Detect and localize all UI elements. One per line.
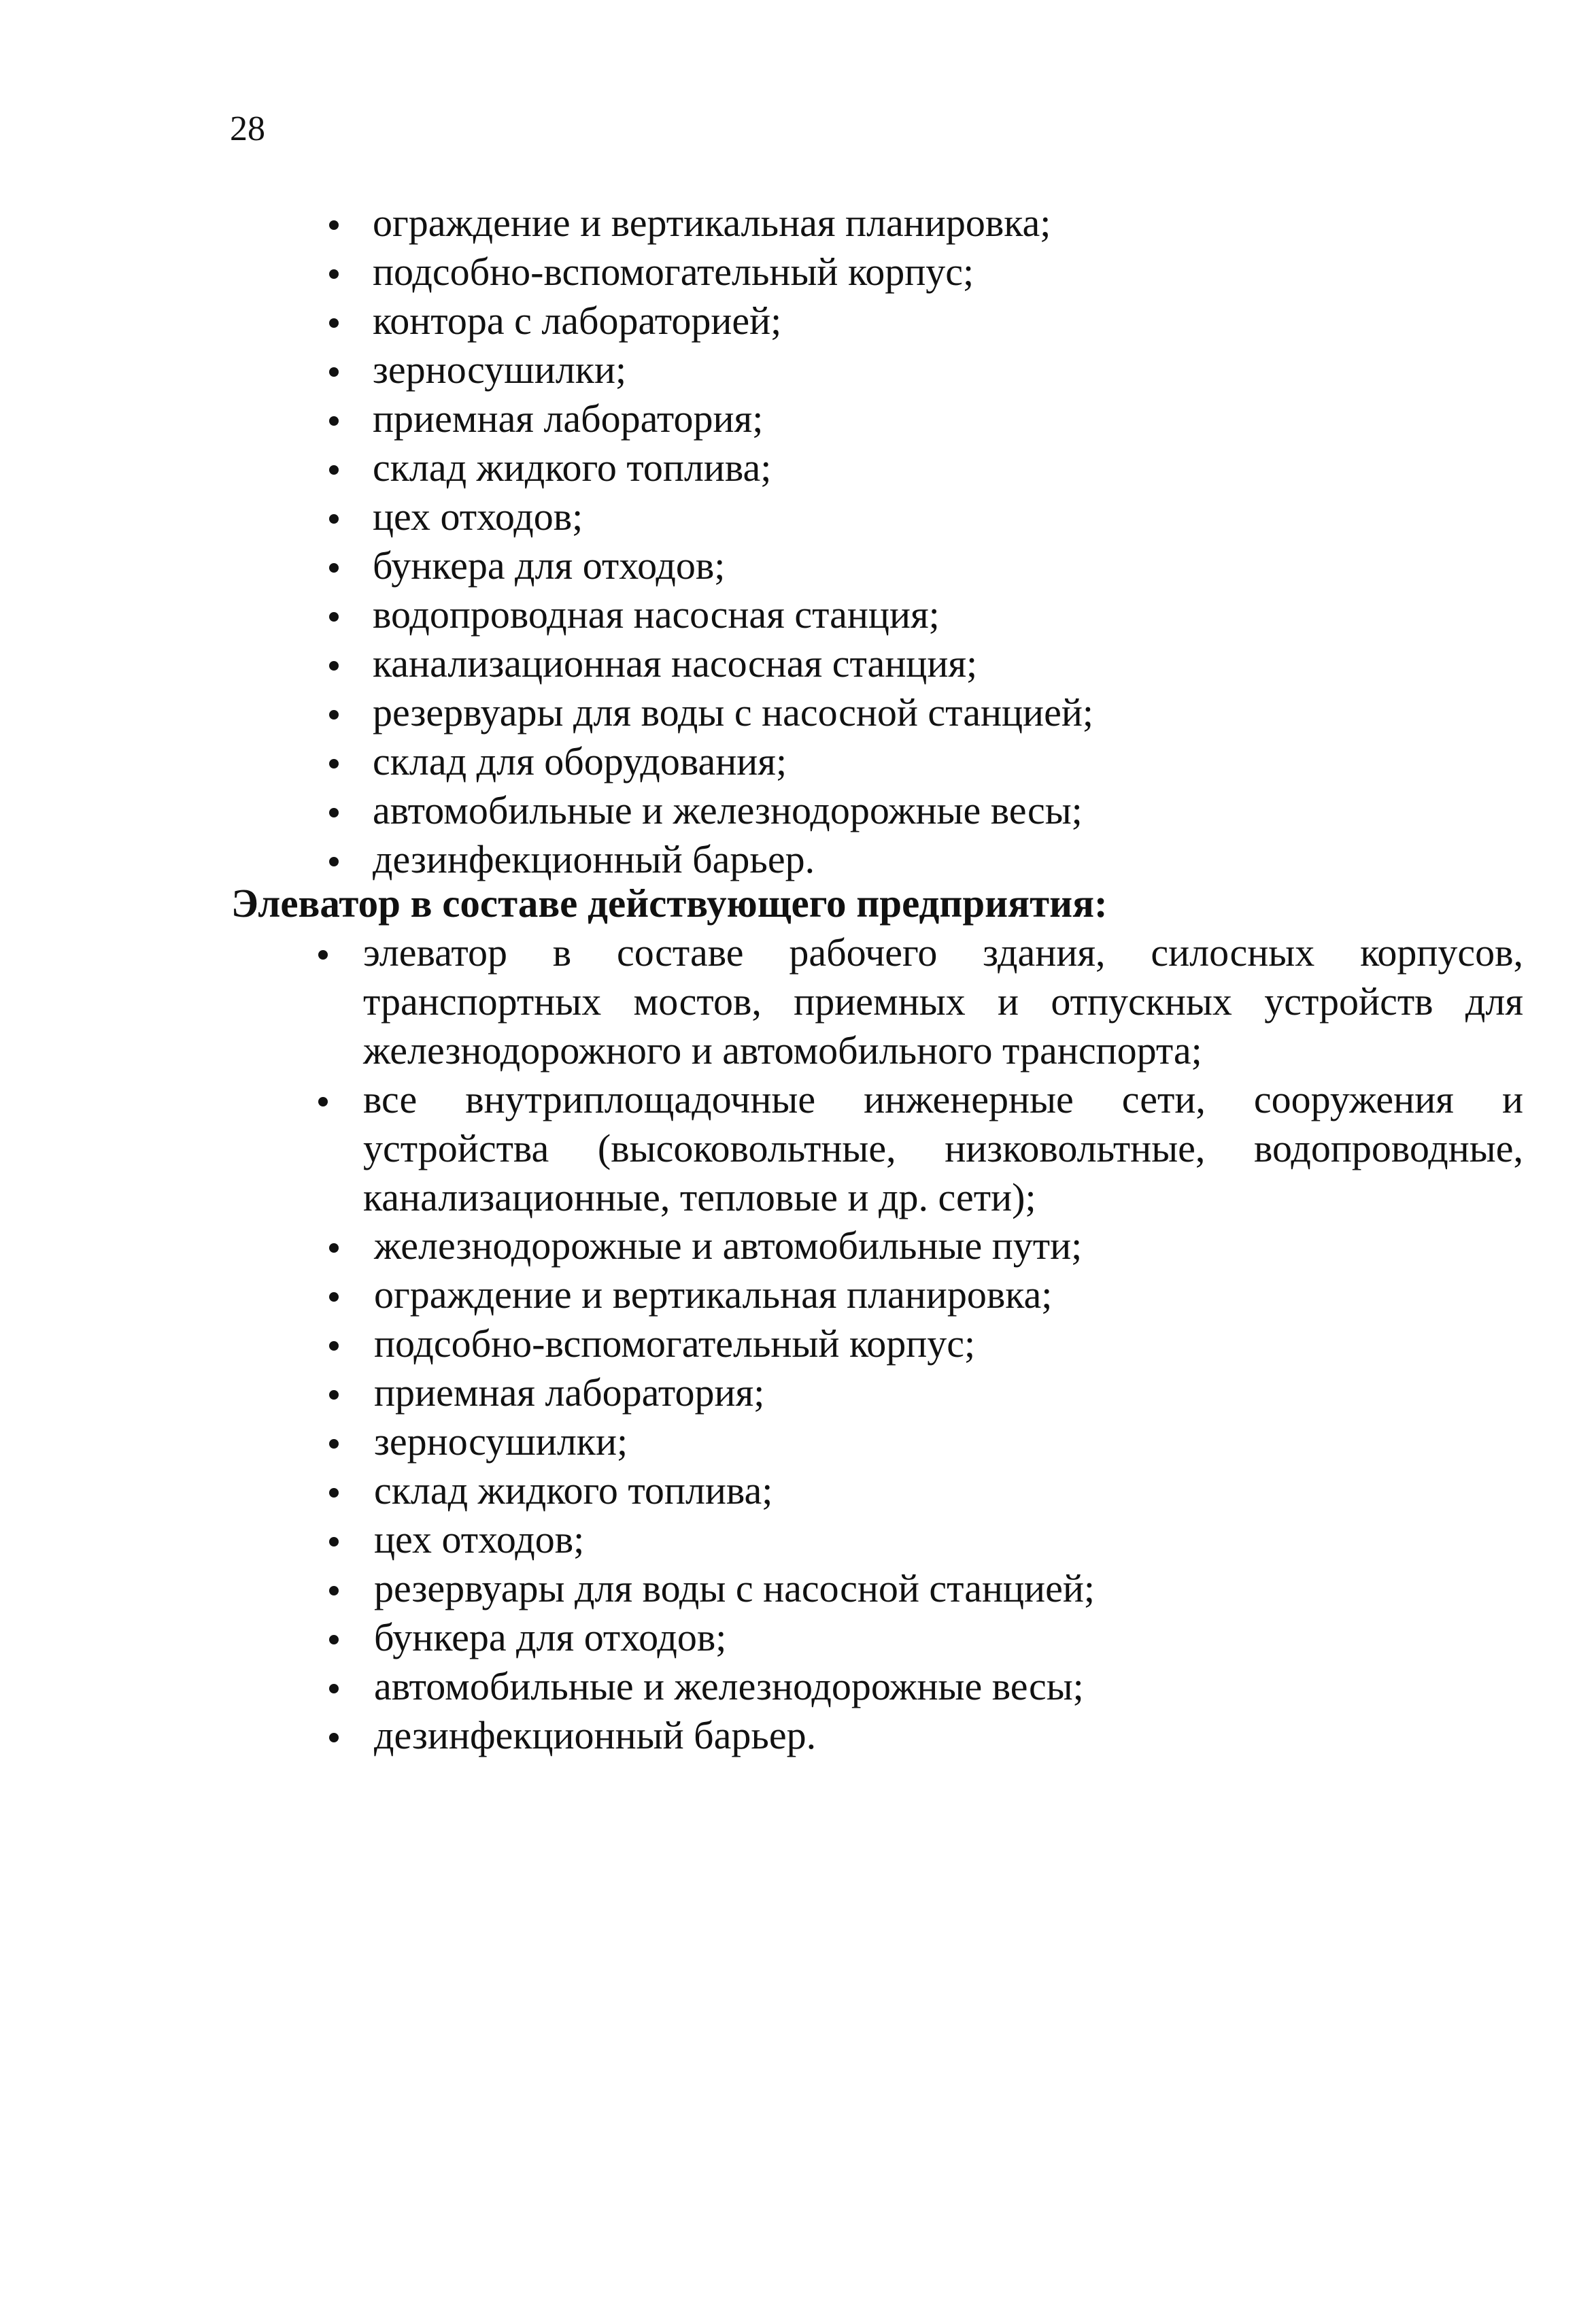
bullet-icon	[318, 1097, 328, 1106]
list-item	[325, 835, 1481, 884]
list-item-text: цех отходов;	[374, 1517, 585, 1561]
list-item-text: автомобильные и железнодорожные весы;	[373, 788, 1083, 832]
list-item	[325, 1319, 1481, 1368]
bullet-icon	[329, 1341, 339, 1351]
list-item-text: подсобно-вспомогательный корпус;	[373, 250, 974, 294]
bullet-icon	[329, 514, 339, 524]
list-item	[325, 1417, 1481, 1466]
section-heading: Элеватор в составе действующего предприятия:	[231, 881, 1108, 926]
list-item	[325, 248, 1481, 297]
list-item-text: цех отходов;	[373, 494, 583, 539]
list-item-text: резервуары для воды с насосной станцией;	[373, 690, 1093, 734]
list-item	[325, 1221, 1481, 1270]
list-item-text: все внутриплощадочные инженерные сети, сооружения и устройства (высоковольтные, низковольтные, водопроводные, канализационные, тепловые и др. сети);	[363, 1077, 1523, 1219]
list-item	[325, 1466, 1481, 1515]
list-item-text: зерносушилки;	[373, 348, 627, 392]
bullet-icon	[329, 563, 339, 573]
list-item-text: дезинфекционный барьер.	[373, 837, 815, 881]
bullet-icon	[329, 1243, 339, 1253]
list-item-text: ограждение и вертикальная планировка;	[373, 201, 1051, 245]
bullet-icon	[329, 1488, 339, 1498]
list-item	[325, 639, 1481, 688]
bullet-icon	[329, 759, 339, 768]
bullet-icon	[329, 612, 339, 622]
list-item-text: склад жидкого топлива;	[374, 1468, 773, 1513]
bullet-icon	[329, 1292, 339, 1302]
list-item	[325, 394, 1481, 443]
list-item-text: автомобильные и железнодорожные весы;	[374, 1664, 1084, 1708]
bullet-icon	[318, 950, 328, 960]
bullet-icon	[329, 808, 339, 817]
list-item	[325, 1368, 1481, 1417]
list-item-text: подсобно-вспомогательный корпус;	[374, 1321, 976, 1366]
list-item	[325, 345, 1481, 394]
page-number: 28	[230, 109, 265, 148]
list-item-text: бункера для отходов;	[373, 543, 726, 588]
list-item	[325, 1711, 1481, 1760]
list-item	[325, 492, 1481, 541]
list-item-text: водопроводная насосная станция;	[373, 592, 940, 637]
list-item-text: склад жидкого топлива;	[373, 445, 772, 490]
bullet-icon	[329, 220, 339, 230]
bullet-icon	[329, 1390, 339, 1400]
list-item-text: ограждение и вертикальная планировка;	[374, 1272, 1053, 1317]
list-item	[325, 1564, 1481, 1613]
list-item	[314, 928, 1523, 1075]
bullet-icon	[329, 1537, 339, 1547]
bullet-icon	[329, 857, 339, 866]
list-item	[325, 688, 1481, 737]
list-item-text: бункера для отходов;	[374, 1615, 727, 1659]
bullet-icon	[329, 1733, 339, 1742]
bullet-icon	[329, 269, 339, 279]
list-item-text: дезинфекционный барьер.	[374, 1713, 817, 1757]
list-item-text: приемная лаборатория;	[374, 1370, 765, 1415]
bullet-icon	[329, 1586, 339, 1595]
list-item	[325, 1270, 1481, 1319]
bullet-icon	[329, 710, 339, 720]
bullet-icon	[329, 661, 339, 671]
list-item	[325, 199, 1481, 248]
bullet-icon	[329, 1684, 339, 1693]
list-item-text: приемная лаборатория;	[373, 396, 764, 441]
list-item-text: зерносушилки;	[374, 1419, 628, 1464]
list-item-text: элеватор в составе рабочего здания, силосных корпусов, транспортных мостов, приемных и отпускных устройств для железнодорожного и автомобильного транспорта;	[363, 930, 1523, 1072]
elevator-main-list	[314, 928, 1523, 1222]
list-item	[314, 1075, 1523, 1222]
list-item	[325, 1613, 1481, 1662]
list-item-text: резервуары для воды с насосной станцией;	[374, 1566, 1095, 1610]
bullet-icon	[329, 1635, 339, 1644]
list-item	[325, 1515, 1481, 1564]
bullet-icon	[329, 367, 339, 377]
list-item	[325, 541, 1481, 590]
list-item	[325, 297, 1481, 345]
list-item-text: контора с лабораторией;	[373, 299, 782, 343]
list-item-text: склад для оборудования;	[373, 739, 787, 783]
list-item	[325, 1662, 1481, 1711]
bullet-icon	[329, 416, 339, 426]
elevator-facilities-list	[325, 1221, 1481, 1760]
list-item-text: железнодорожные и автомобильные пути;	[374, 1223, 1083, 1268]
list-item	[325, 737, 1481, 786]
bullet-icon	[329, 318, 339, 328]
list-item	[325, 786, 1481, 835]
list-item	[325, 443, 1481, 492]
bullet-icon	[329, 1439, 339, 1449]
bullet-icon	[329, 465, 339, 475]
list-item-text: канализационная насосная станция;	[373, 641, 978, 686]
facilities-list	[325, 199, 1481, 884]
list-item	[325, 590, 1481, 639]
